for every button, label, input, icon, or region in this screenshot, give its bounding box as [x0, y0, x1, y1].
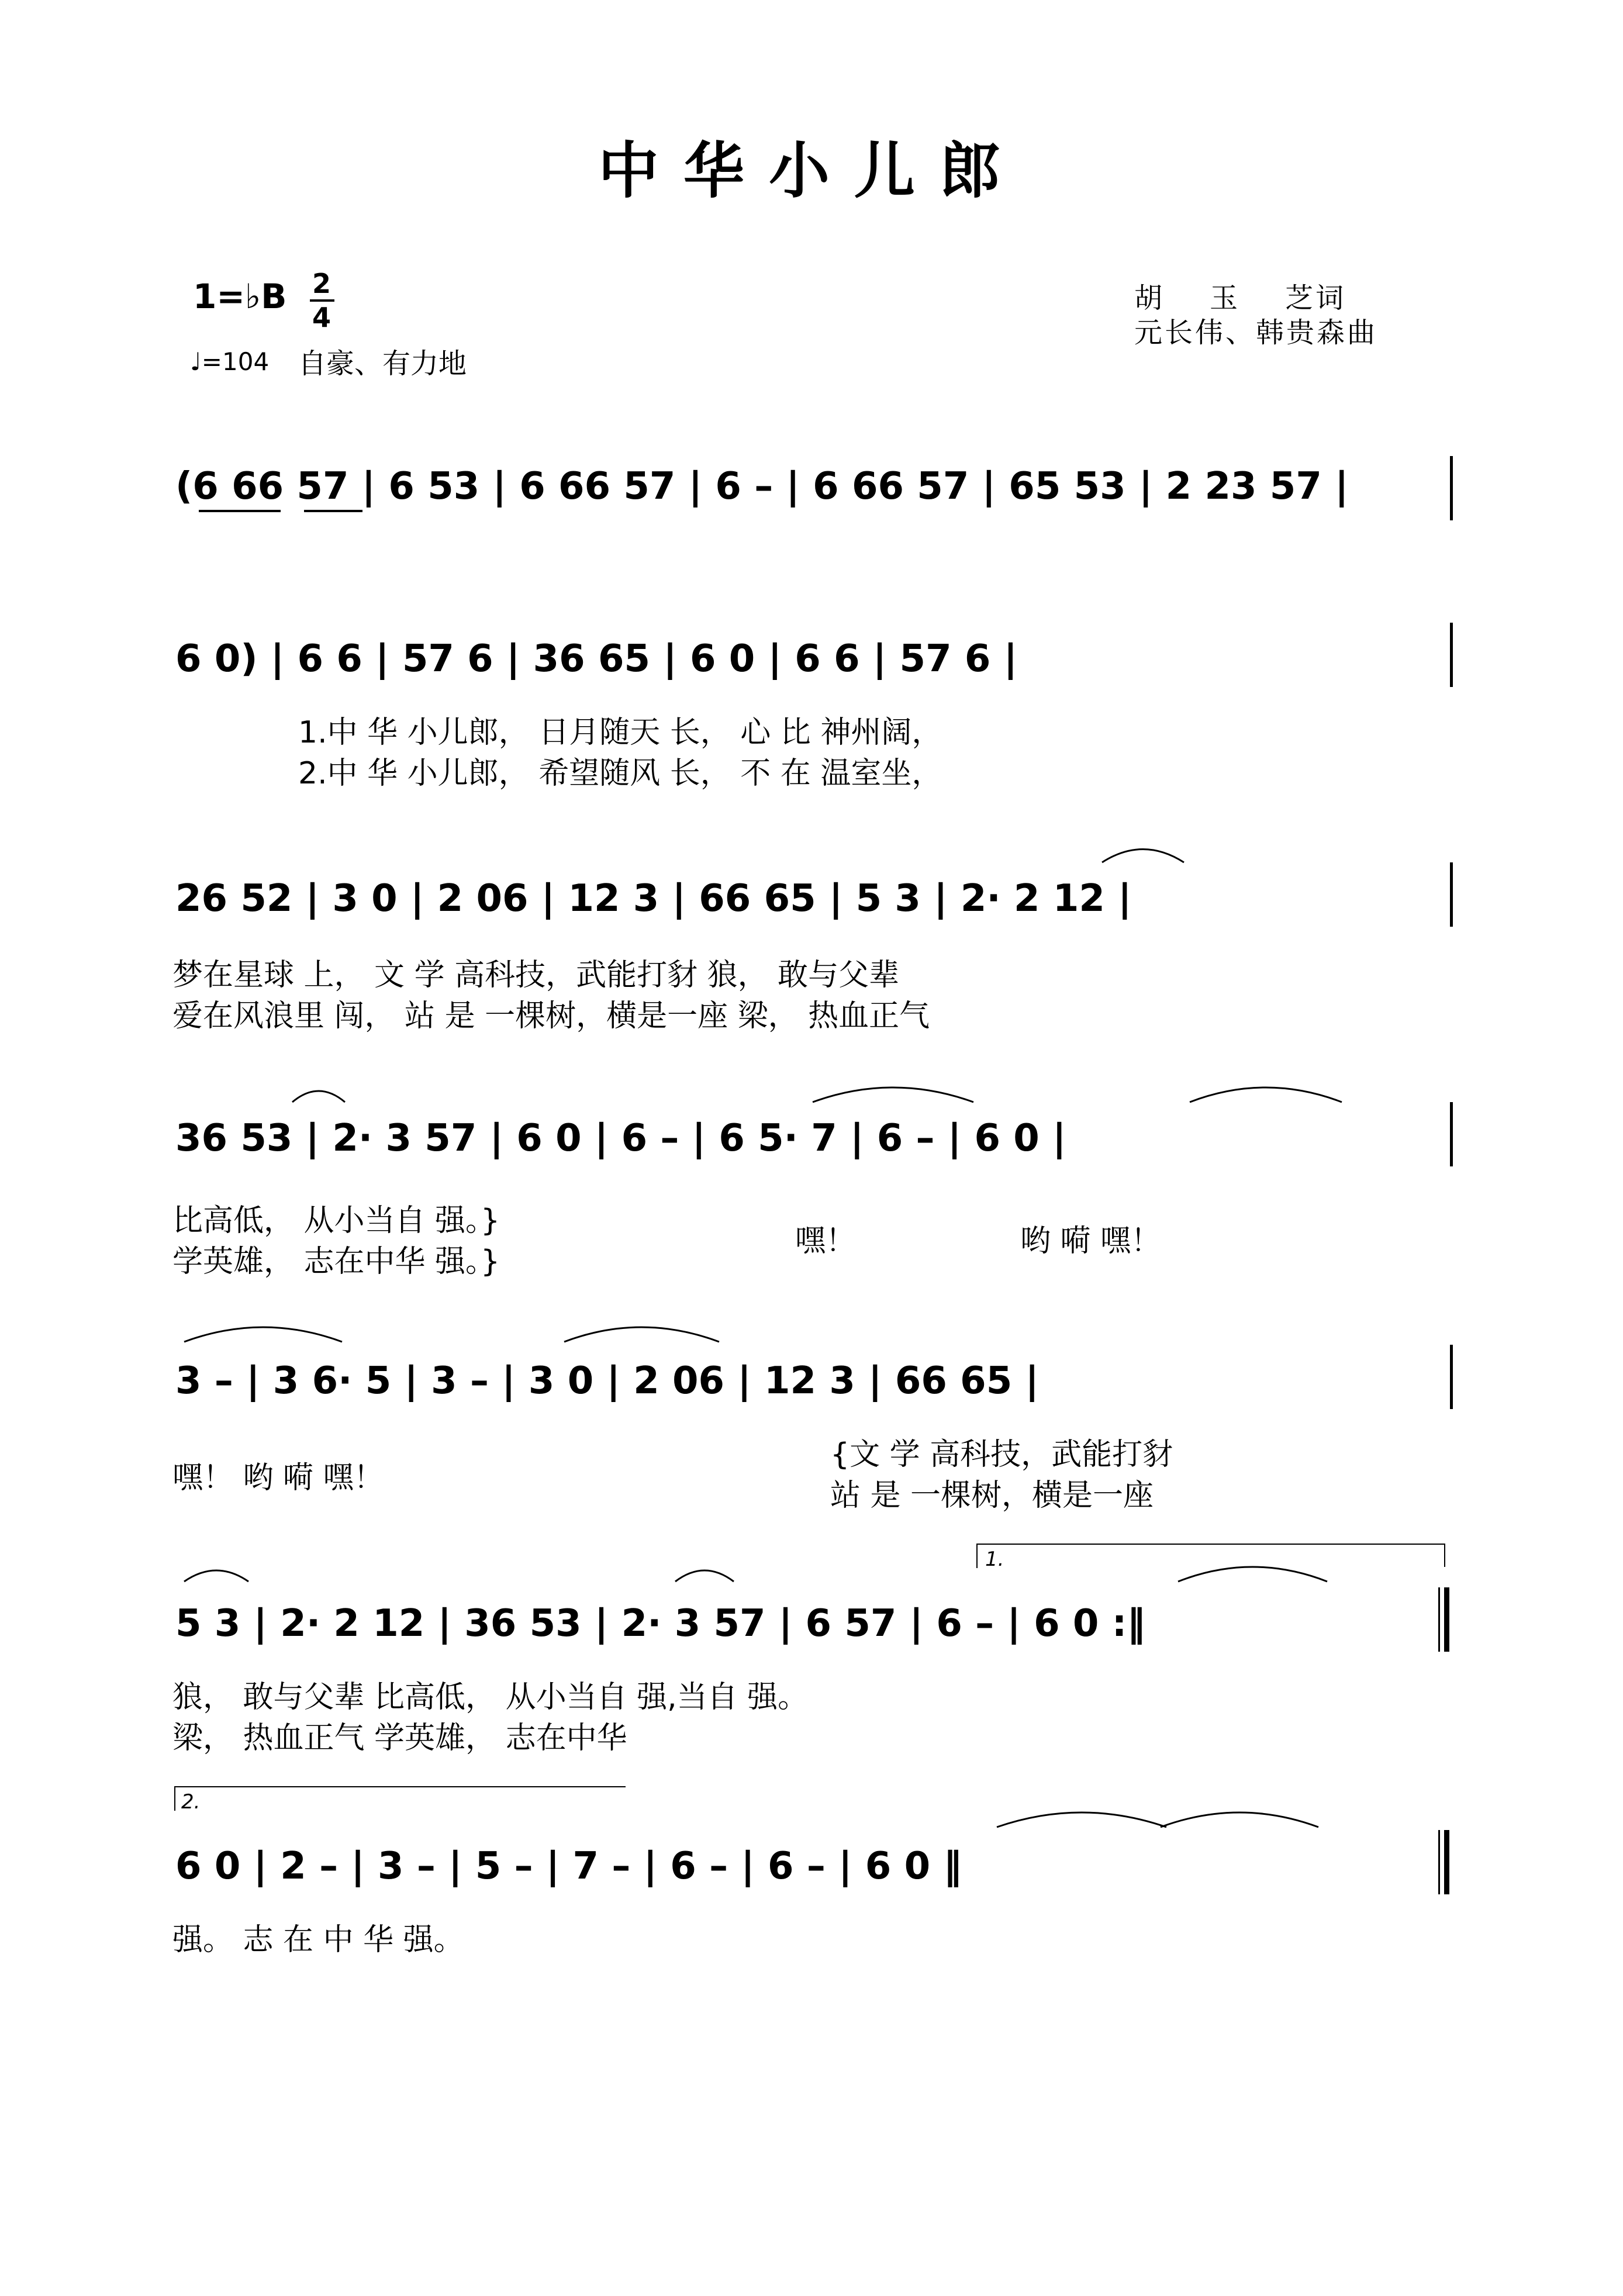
tempo-mark: ♩=104	[190, 347, 270, 376]
slur	[181, 1564, 251, 1584]
lyric-verse-1: 梦在星球 上， 文 学 高科技，武能打豺 狼， 敢与父辈	[172, 958, 900, 993]
slur	[1175, 1561, 1330, 1584]
slur	[994, 1807, 1169, 1830]
expression-mark: 自豪、有力地	[298, 347, 467, 380]
time-sig-top: 2	[312, 268, 331, 299]
lyric-verse-2: 站 是 一棵树，横是一座	[830, 1478, 1154, 1513]
score-line-2: 6 0) | 6 6 | 57 6 | 36 65 | 6 0 | 6 6 | 57 6 |	[175, 637, 1018, 681]
lyric-verse-2: 学英雄， 志在中华 强。}	[172, 1244, 500, 1279]
lyric-line: 强。 志 在 中 华 强。	[172, 1922, 464, 1957]
score-line-6: 5 3 | 2· 2 12 | 36 53 | 2· 3 57 | 6 57 | 6 – | 6 0 :‖	[175, 1602, 1146, 1645]
lyric-verse-2: 梁， 热血正气 学英雄， 志在中华	[172, 1721, 627, 1756]
score-line-3: 26 52 | 3 0 | 2 06 | 12 3 | 66 65 | 5 3 | 2· 2 12 |	[175, 877, 1132, 920]
underline	[304, 510, 362, 512]
score-line-7: 6 0 | 2 – | 3 – | 5 – | 7 – | 6 – | 6 – | 6 0 ‖	[175, 1845, 962, 1888]
volta-bracket	[174, 1786, 626, 1814]
interjection: 哟 嗬 嘿！	[1020, 1224, 1162, 1259]
barline	[1450, 456, 1453, 520]
final-thin-bar	[1438, 1830, 1440, 1894]
time-sig-bottom: 4	[312, 302, 331, 333]
volta-label: 2.	[181, 1790, 201, 1814]
slur	[1187, 1082, 1345, 1105]
lyricist-credit: 胡 玉 芝词	[1134, 282, 1346, 315]
composer-credit: 元长伟、韩贵森曲	[1134, 316, 1378, 349]
slur	[1099, 842, 1187, 865]
score-line-4: 36 53 | 2· 3 57 | 6 0 | 6 – | 6 5· 7 | 6 – | 6 0 |	[175, 1117, 1066, 1160]
barline	[1450, 1345, 1453, 1409]
score-line-1: (6 66 57 | 6 53 | 6 66 57 | 6 – | 6 66 57 | 65 53 | 2 23 57 |	[175, 465, 1349, 508]
lyric-verse-1: {文 学 高科技，武能打豺	[830, 1437, 1173, 1472]
barline	[1450, 1102, 1453, 1166]
final-thick-bar	[1444, 1830, 1449, 1894]
slur	[289, 1085, 348, 1105]
slur	[672, 1564, 737, 1584]
slur	[181, 1321, 345, 1345]
song-title: 中华小儿郎	[598, 135, 1025, 206]
underline	[199, 510, 281, 512]
volta-bracket-end	[1444, 1544, 1445, 1567]
interjection: 嘿！	[795, 1224, 857, 1259]
key-signature: 1=♭B	[193, 277, 287, 316]
lyric-verse-1: 比高低， 从小当自 强。}	[172, 1203, 500, 1238]
slur	[1158, 1807, 1321, 1830]
slur	[561, 1321, 722, 1345]
lyric-verse-1: 狼， 敢与父辈 比高低， 从小当自 强,当自 强。	[172, 1680, 809, 1715]
lyric-verse-1: 1.中 华 小儿郎， 日月随天 长， 心 比 神州阔，	[298, 715, 942, 750]
interjection-line: 嘿！ 哟 嗬 嘿！	[172, 1461, 384, 1496]
repeat-thin-bar	[1438, 1587, 1440, 1652]
barline	[1450, 623, 1453, 687]
score-line-5: 3 – | 3 6· 5 | 3 – | 3 0 | 2 06 | 12 3 | 66 65 |	[175, 1359, 1039, 1403]
repeat-thick-bar	[1444, 1587, 1449, 1652]
lyric-verse-2: 2.中 华 小儿郎， 希望随风 长， 不 在 温室坐，	[298, 756, 942, 791]
barline	[1450, 862, 1453, 927]
slur	[810, 1082, 976, 1105]
volta-label: 1.	[985, 1548, 1004, 1571]
lyric-verse-2: 爱在风浪里 闯， 站 是 一棵树，横是一座 梁， 热血正气	[172, 999, 930, 1034]
